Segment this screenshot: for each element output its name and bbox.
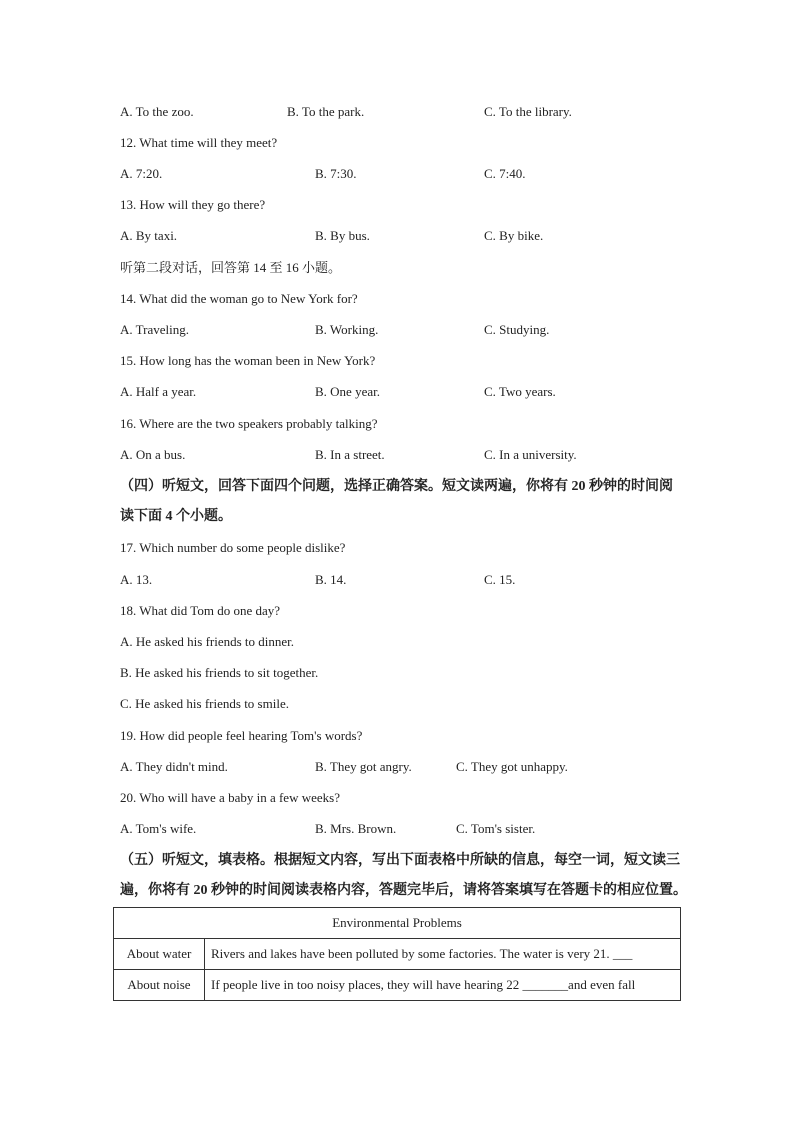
q12-option-c: C. 7:40.	[484, 166, 526, 181]
row-text-water: Rivers and lakes have been polluted by some factories. The water is very 21. ___	[205, 939, 681, 970]
q18-option-b: B. He asked his friends to sit together.	[120, 665, 319, 680]
q18-option-c: C. He asked his friends to smile.	[120, 696, 289, 711]
q16-option-b: B. In a street.	[315, 447, 385, 462]
q12-option-a: A. 7:20.	[120, 166, 163, 181]
table-header-row	[114, 908, 681, 939]
table-row	[114, 939, 681, 970]
q16-option-c: C. In a university.	[484, 447, 577, 462]
q15-option-a: A. Half a year.	[120, 384, 197, 399]
q14-option-b: B. Working.	[315, 322, 379, 337]
q19-option-a: A. They didn't mind.	[120, 759, 228, 774]
q20-option-b: B. Mrs. Brown.	[315, 821, 397, 836]
q11-option-a: A. To the zoo.	[120, 104, 194, 119]
q17-option-a: A. 13.	[120, 572, 153, 587]
section4-heading-line1: （四）听短文，回答下面四个问题，选择正确答案。短文读两遍，你将有 20 秒钟的时间阅	[120, 479, 673, 494]
q18-option-a: A. He asked his friends to dinner.	[120, 634, 295, 649]
q14-option-a: A. Traveling.	[120, 322, 189, 337]
section2-instruction: 听第二段对话，回答第 14 至 16 小题。	[120, 260, 342, 275]
q15-question: 15. How long has the woman been in New York?	[120, 353, 376, 368]
row-text-noise: If people live in too noisy places, they will have hearing 22 _______and even fall	[205, 970, 681, 1001]
q12-option-b: B. 7:30.	[315, 166, 357, 181]
table-title: Environmental Problems	[114, 908, 681, 939]
q14-question: 14. What did the woman go to New York for?	[120, 291, 358, 306]
row-label-noise: About noise	[114, 970, 205, 1001]
section5-heading-line2: 遍，你将有 20 秒钟的时间阅读表格内容，答题完毕后，请将答案填写在答题卡的相应位置。	[120, 883, 687, 898]
q19-option-b: B. They got angry.	[315, 759, 412, 774]
q13-question: 13. How will they go there?	[120, 197, 266, 212]
q17-option-b: B. 14.	[315, 572, 347, 587]
q20-option-c: C. Tom's sister.	[456, 821, 536, 836]
q15-option-c: C. Two years.	[484, 384, 556, 399]
section5-heading-line1: （五）听短文，填表格。根据短文内容，写出下面表格中所缺的信息，每空一词，短文读三	[120, 853, 680, 868]
q20-question: 20. Who will have a baby in a few weeks?	[120, 790, 340, 805]
q17-question: 17. Which number do some people dislike?	[120, 540, 346, 555]
q17-option-c: C. 15.	[484, 572, 516, 587]
q19-question: 19. How did people feel hearing Tom's words?	[120, 728, 363, 743]
q16-question: 16. Where are the two speakers probably talking?	[120, 416, 378, 431]
q18-question: 18. What did Tom do one day?	[120, 603, 280, 618]
q13-option-b: B. By bus.	[315, 228, 370, 243]
q13-option-a: A. By taxi.	[120, 228, 178, 243]
q11-option-c: C. To the library.	[484, 104, 572, 119]
table-row	[114, 970, 681, 1001]
q11-option-b: B. To the park.	[287, 104, 365, 119]
q15-option-b: B. One year.	[315, 384, 380, 399]
section4-heading-line2: 读下面 4 个小题。	[120, 509, 232, 524]
environmental-problems-table	[113, 907, 681, 1001]
q19-option-c: C. They got unhappy.	[456, 759, 568, 774]
q12-question: 12. What time will they meet?	[120, 135, 278, 150]
row-label-water: About water	[114, 939, 205, 970]
q13-option-c: C. By bike.	[484, 228, 544, 243]
q16-option-a: A. On a bus.	[120, 447, 186, 462]
q20-option-a: A. Tom's wife.	[120, 821, 197, 836]
q14-option-c: C. Studying.	[484, 322, 550, 337]
